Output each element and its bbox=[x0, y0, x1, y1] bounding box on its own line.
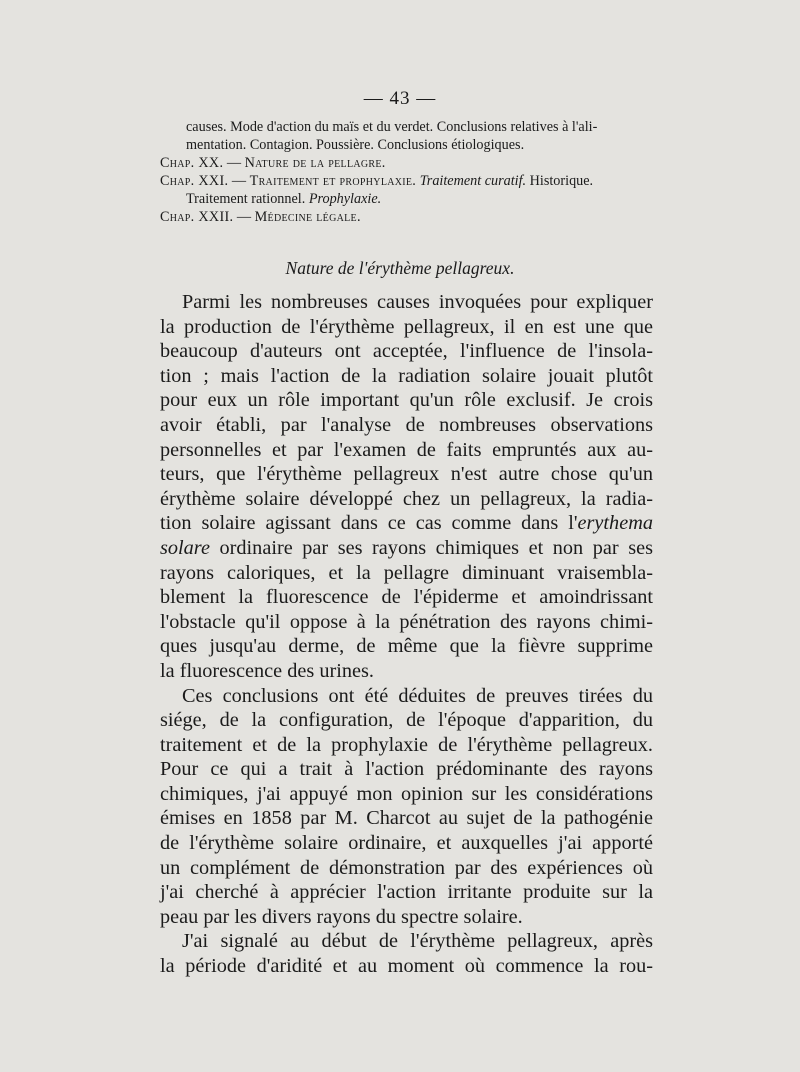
toc-chapter-xxi bbox=[160, 172, 660, 190]
text-line: rayons caloriques, et la pellagre diminuant vraisembla- bbox=[160, 561, 653, 584]
toc-chapter-xxii bbox=[160, 208, 660, 226]
paragraph bbox=[160, 929, 653, 978]
section-title: Nature de l'érythème pellagreux. bbox=[285, 258, 515, 278]
text-line: siége, de la configuration, de l'époque d'apparition, du bbox=[160, 709, 653, 732]
text-line: la période d'aridité et au moment où commence la rou- bbox=[160, 955, 653, 978]
chapter-number: Chap. XXII. bbox=[160, 209, 234, 225]
text-line: Parmi les nombreuses causes invoquées pour expliquer bbox=[182, 291, 653, 313]
text-line: Pour ce qui a trait à l'action prédominante des rayons bbox=[160, 758, 653, 781]
text-line: J'ai signalé au début de l'érythème pellagreux, après bbox=[182, 930, 653, 953]
text-line: pour eux un rôle important qu'un rôle exclusif. Je crois bbox=[160, 389, 653, 412]
text-line: tion ; mais l'action de la radiation solaire jouait plutôt bbox=[160, 364, 653, 387]
text-line: l'obstacle qu'il oppose à la pénétration des rayons chimi- bbox=[160, 610, 653, 633]
text-line bbox=[160, 511, 653, 536]
toc-text-italic: Prophylaxie. bbox=[308, 191, 382, 207]
text-segment: tion solaire agissant dans ce cas comme dans l' bbox=[160, 512, 578, 535]
text-line: personnelles et par l'examen de faits empruntés aux au- bbox=[160, 438, 653, 461]
text-line bbox=[160, 536, 653, 561]
text-line: beaucoup d'auteurs ont acceptée, l'influence de l'insola- bbox=[160, 340, 653, 363]
paragraph bbox=[160, 684, 653, 930]
chapter-subtitle: Traitement curatif. bbox=[416, 173, 527, 189]
text-line: un complément de démonstration par des expériences où bbox=[160, 856, 653, 879]
text-line: érythème solaire développé chez un pellagreux, la radia- bbox=[160, 487, 653, 510]
text-line: peau par les divers rayons du spectre solaire. bbox=[160, 905, 523, 928]
text-line: j'ai cherché à apprécier l'action irritante produite sur la bbox=[160, 881, 653, 904]
toc-line: mentation. Contagion. Poussière. Conclusions étiologiques. bbox=[186, 137, 525, 153]
text-line: blement la fluorescence de l'épiderme et amoindrissant bbox=[160, 586, 653, 609]
chapter-dash: — bbox=[233, 209, 255, 225]
chapter-subtitle: Historique. bbox=[526, 173, 594, 189]
chapter-number: Chap. XX. bbox=[160, 155, 224, 171]
paragraph bbox=[160, 290, 653, 684]
text-segment: ordinaire par ses rayons chimiques et non par ses bbox=[209, 536, 653, 559]
chapter-title: Médecine légale. bbox=[254, 209, 361, 225]
italic-term: solare bbox=[160, 536, 210, 559]
text-line: de l'érythème solaire ordinaire, et auxquelles j'ai apporté bbox=[160, 832, 653, 855]
text-line: ques jusqu'au derme, de même que la fièvre supprime bbox=[160, 635, 653, 658]
page-number: — 43 — bbox=[363, 88, 437, 109]
chapter-number: Chap. XXI. bbox=[160, 173, 229, 189]
toc-line bbox=[160, 190, 660, 208]
text-line: Ces conclusions ont été déduites de preuves tirées du bbox=[182, 684, 653, 707]
table-of-contents bbox=[160, 118, 660, 226]
italic-term: erythema bbox=[577, 512, 653, 535]
text-line: la production de l'érythème pellagreux, il en est une que bbox=[160, 315, 653, 338]
text-line: teurs, que l'érythème pellagreux n'est autre chose qu'un bbox=[160, 463, 653, 486]
chapter-title: Traitement et prophylaxie. bbox=[249, 173, 417, 189]
text-line: chimiques, j'ai appuyé mon opinion sur les considérations bbox=[160, 782, 653, 805]
text-line: la fluorescence des urines. bbox=[160, 659, 374, 682]
chapter-title: Nature de la pellagre. bbox=[244, 155, 386, 171]
body-text bbox=[160, 290, 653, 979]
text-line: émises en 1858 par M. Charcot au sujet de la pathogénie bbox=[160, 807, 653, 830]
toc-text: Traitement rationnel. bbox=[186, 191, 309, 207]
toc-line: causes. Mode d'action du maïs et du verdet. Conclusions relatives à l'ali- bbox=[186, 119, 598, 135]
chapter-dash: — bbox=[228, 173, 250, 189]
toc-chapter-xx bbox=[160, 154, 660, 172]
chapter-dash: — bbox=[223, 155, 245, 171]
text-line: traitement et de la prophylaxie de l'érythème pellagreux. bbox=[160, 733, 653, 756]
text-line: avoir établi, par l'analyse de nombreuses observations bbox=[160, 413, 653, 436]
